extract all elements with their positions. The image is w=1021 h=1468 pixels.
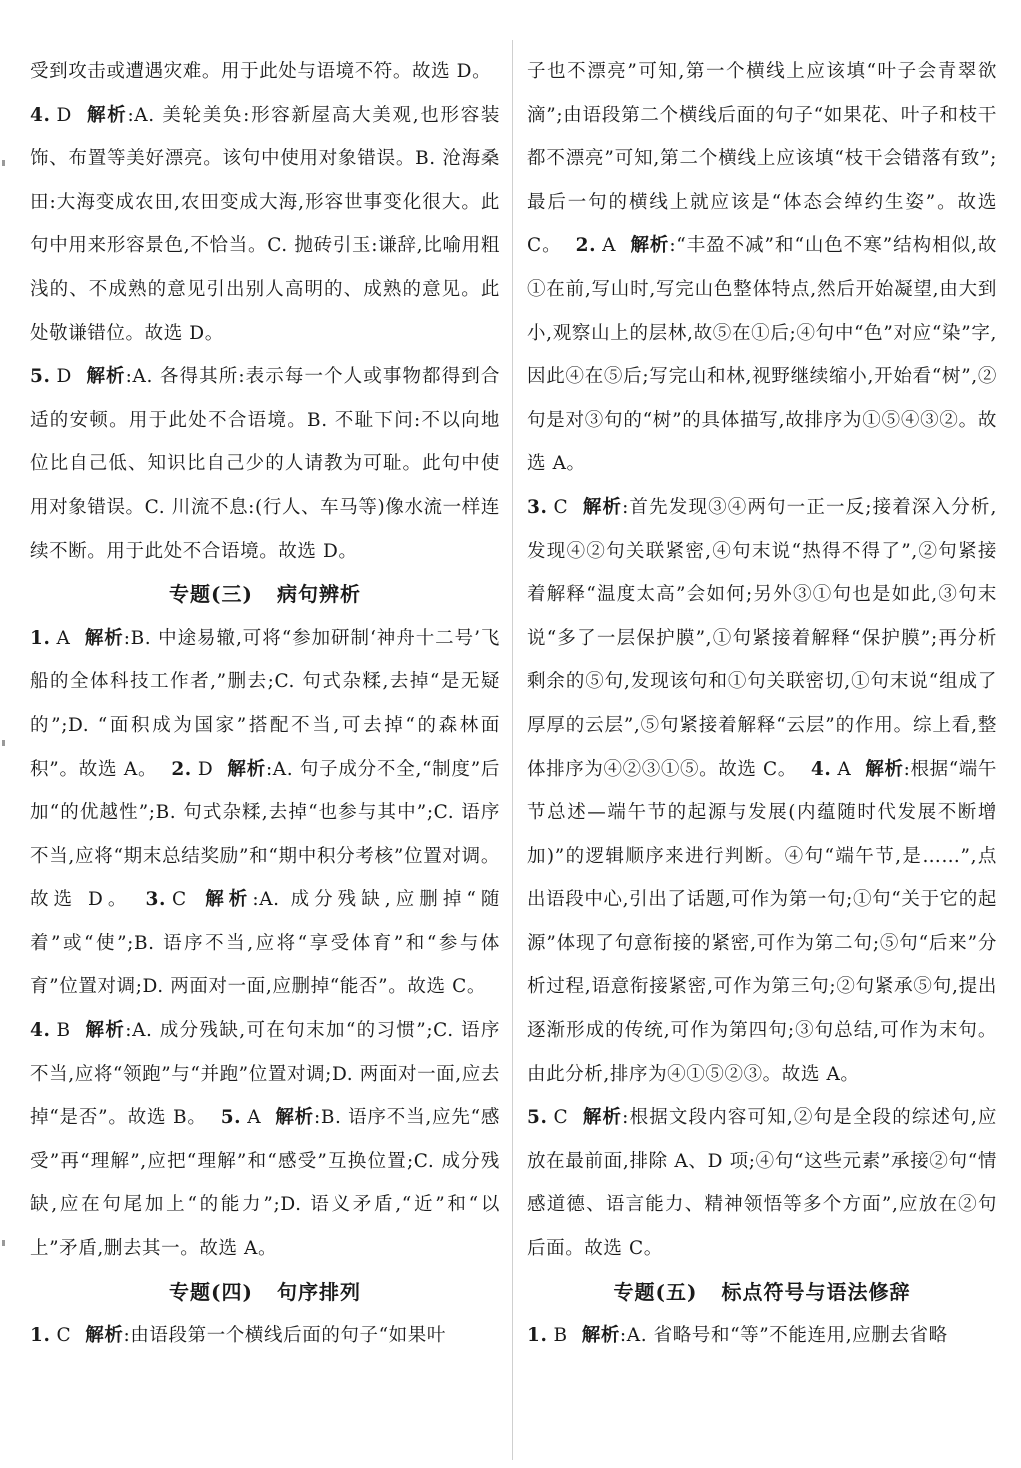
item-number: 2.: [171, 758, 192, 780]
item-choice: B: [553, 1325, 568, 1347]
item-number: 4.: [30, 104, 51, 126]
item-text: :根据文段内容可知,②句是全段的综述句,应放在最前面,排除 A、D 项;④句“这些元素”承接②句“情感道德、语言能力、精神领悟等多个方面”,应放在②句后面。故选 C。: [527, 1107, 997, 1260]
answer-item: [30, 1314, 500, 1358]
item-text: :由语段第一个横线后面的句子“如果叶: [123, 1325, 446, 1347]
analysis-label: 解析: [85, 104, 128, 126]
section-title: 专题(五): [613, 1279, 698, 1304]
section-heading-3: [30, 573, 500, 617]
item-text: :A. 各得其所:表示每一个人或事物都得到合适的安顿。用于此处不合语境。B. 不耻下问:不以向地位比自己低、知识比自己少的人请教为可耻。此句中使用对象错误。C. 川流不息:(行人、车马等)像水流一样连续不断。用于此处不合语境。故选 D。: [30, 366, 501, 562]
item-choice: D: [56, 366, 72, 388]
item-choice: C: [553, 1107, 569, 1129]
column-divider: [512, 40, 513, 1460]
item-choice: A: [602, 235, 617, 257]
analysis-label: 解析: [581, 1325, 620, 1347]
section-title: 专题(三): [169, 582, 253, 607]
continued-text: 子也不漂亮”可知,第一个横线上应该填“叶子会青翠欲滴”;由语段第二个横线后面的句子“如果花、叶子和枝干都不漂亮”可知,第二个横线上应该填“枝干会错落有致”;最后一句的横线上就应该是“体态会绰约生姿”。故选 C。: [527, 61, 997, 257]
section-subtitle: 病句辨析: [276, 582, 361, 607]
analysis-label: 解析: [582, 496, 623, 518]
analysis-label: 解析: [630, 235, 670, 257]
item-text: :根据“端午节总述—端午节的起源与发展(内蕴随时代发展不断增加)”的逻辑顺序来进行判断。④句“端午节,是……”,点出语段中心,引出了话题,可作为第一句;①句“关于它的起源”体现了句意衔接的紧密,可作为第二句;⑤句“后来”分析过程,语意衔接紧密,可作为第三句;②句紧承⑤句,提出逐渐形成的传统,可作为第四句;③句总结,可作为末句。由此分析,排序为④①⑤②③。故选 A。: [527, 758, 997, 1085]
item-number: 5.: [527, 1107, 548, 1129]
item-choice: C: [56, 1325, 72, 1347]
item-text: :A. 句子成分不全,“制度”后加“的优越性”;B. 句式杂糅,去掉“也参与其中”;C. 语序不当,应将“期末总结奖励”和“期中积分考核”位置对调。故选 D。: [30, 758, 501, 911]
right-column: [527, 50, 997, 1358]
item-number: 5.: [220, 1107, 242, 1129]
edge-mark: [2, 160, 5, 166]
item-text: :B. 中途易辙,可将“参加研制‘神舟十二号’飞船的全体科技工作者,”删去;C. 句式杂糅,去掉“是无疑的”;D. “面积成为国家”搭配不当,可去掉“的森林面积”。故选 A。: [30, 627, 501, 780]
analysis-label: 解析: [84, 627, 124, 649]
item-choice: A: [837, 758, 852, 780]
analysis-label: 解析: [865, 758, 904, 780]
section-subtitle: 标点符号与语法修辞: [721, 1279, 911, 1304]
item-number: 1.: [30, 627, 51, 649]
item-number: 4.: [810, 758, 832, 780]
analysis-label: 解析: [85, 1325, 124, 1347]
section-heading-5: [527, 1271, 997, 1315]
item-number: 3.: [145, 889, 167, 911]
answer-item: [30, 94, 500, 356]
item-text: :B. 语序不当,应先“感受”再“理解”,应把“理解”和“感受”互换位置;C. 成分残缺,应在句尾加上“的能力”;D. 语义矛盾,“近”和“以上”矛盾,删去其一。故选 A。: [30, 1107, 501, 1260]
item-text: :A. 成分残缺,可在句末加“的习惯”;C. 语序不当,应将“领跑”与“并跑”位置对调;D. 两面对一面,应去掉“是否”。故选 B。: [30, 1020, 500, 1129]
binding-edge: [0, 40, 10, 1460]
edge-mark: [2, 1240, 5, 1246]
item-choice: A: [247, 1107, 262, 1129]
item-choice: C: [172, 889, 187, 911]
section-subtitle: 句序排列: [276, 1279, 361, 1304]
item-number: 2.: [575, 235, 597, 257]
section-heading-4: [30, 1271, 500, 1315]
analysis-label: 解析: [582, 1107, 623, 1129]
item-choice: B: [56, 1020, 71, 1042]
item-text: :A. 美轮美奂:形容新屋高大美观,也形容装饰、布置等美好漂亮。该句中使用对象错误。B. 沧海桑田:大海变成农田,农田变成大海,形容世事变化很大。此句中用来形容景色,不恰当。C. 抛砖引玉:谦辞,比喻用粗浅的、不成熟的意见引出别人高明的、成熟的意见。此处敬谦错位。故选 D。: [30, 104, 500, 344]
item-number: 3.: [527, 496, 548, 518]
answer-item: [527, 1096, 997, 1270]
item-text: :A. 省略号和“等”不能连用,应删去省略: [619, 1325, 948, 1347]
item-choice: D: [56, 104, 72, 126]
item-text: :“丰盈不减”和“山色不寒”结构相似,故①在前,写山时,写完山色整体特点,然后开始凝望,由大到小,观察山上的层林,故⑤在①后;④句中“色”对应“染”字,因此④在⑤后;写完山和林,视野继续缩小,开始看“树”,②句是对③句的“树”的具体描写,故排序为①⑤④③②。故选 A。: [527, 235, 998, 475]
item-text: :A. 成分残缺,应删掉“随着”或“使”;B. 语序不当,应将“享受体育”和“参与体育”位置对调;D. 两面对一面,应删掉“能否”。故选 C。: [30, 889, 501, 998]
analysis-label: 解析: [200, 889, 253, 911]
section-title: 专题(四): [169, 1279, 253, 1304]
item-number: 1.: [527, 1325, 548, 1347]
analysis-label: 解析: [275, 1107, 314, 1129]
analysis-label: 解析: [227, 758, 266, 780]
answer-group: [527, 50, 997, 486]
item-text: :首先发现③④两句一正一反;接着深入分析,发现④②句关联紧密,④句末说“热得不得了”,②句紧接着解释“温度太高”会如何;另外③①句也是如此,③句末说“多了一层保护膜”,①句紧接着解释“保护膜”;再分析剩余的⑤句,发现该句和①句关联密切,①句末说“组成了厚厚的云层”,⑤句紧接着解释“云层”的作用。综上看,整体排序为④②③①⑤。故选 C。: [527, 496, 997, 780]
item-choice: C: [553, 496, 569, 518]
answer-item: [527, 1314, 997, 1358]
analysis-label: 解析: [85, 366, 126, 388]
item-choice: A: [56, 627, 71, 649]
item-number: 4.: [30, 1020, 51, 1042]
analysis-label: 解析: [84, 1020, 126, 1042]
left-column: [30, 50, 500, 1358]
answer-item: [30, 355, 500, 573]
continued-paragraph: 受到攻击或遭遇灾难。用于此处与语境不符。故选 D。: [30, 61, 492, 82]
item-choice: D: [197, 758, 214, 780]
item-number: 5.: [30, 366, 51, 388]
answer-group: [527, 486, 997, 1096]
item-number: 1.: [30, 1325, 51, 1347]
answer-group: [30, 617, 500, 1271]
edge-mark: [2, 740, 5, 746]
